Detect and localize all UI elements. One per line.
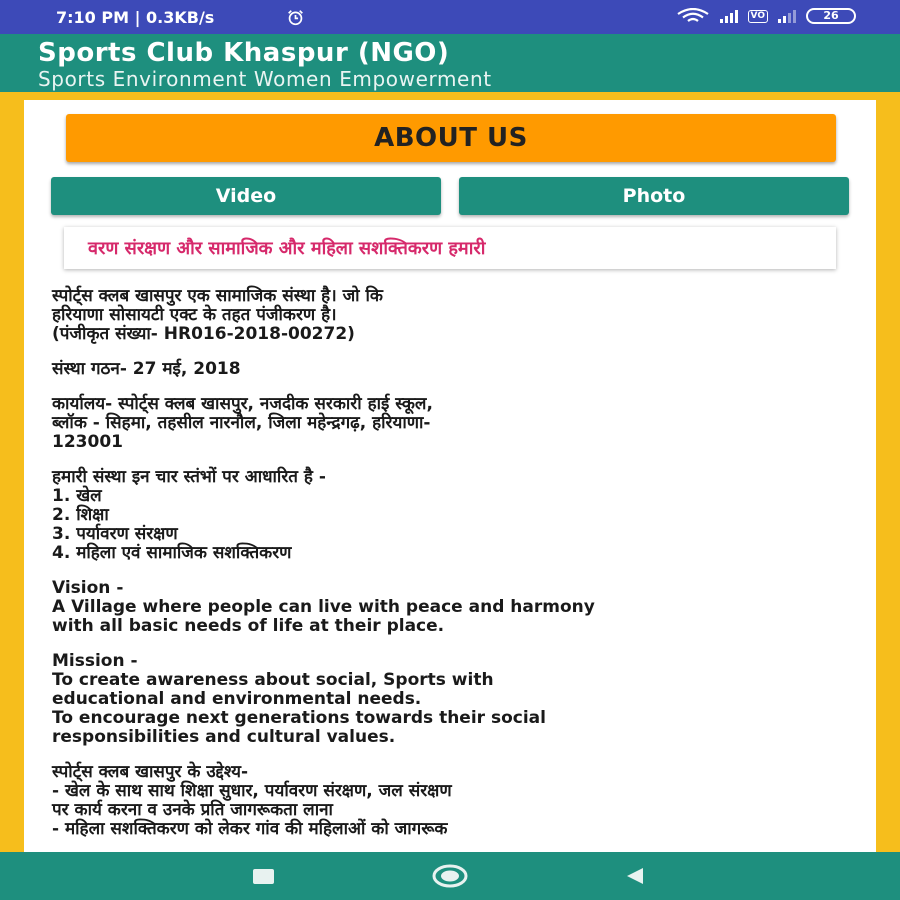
text-line: To encourage next generations towards their social — [52, 708, 546, 728]
text-line: हमारी संस्था इन चार स्तंभों पर आधारित है - — [52, 467, 326, 487]
about-text — [52, 287, 862, 855]
photo-button[interactable]: Photo — [459, 177, 849, 215]
text-line: 3. पर्यावरण संरक्षण — [52, 524, 178, 544]
triangle-back-icon[interactable] — [625, 867, 645, 885]
battery-icon — [806, 8, 856, 24]
status-icons — [676, 8, 856, 24]
status-bar — [0, 0, 900, 34]
cell-signal-icon-2 — [778, 9, 796, 23]
text-line: (पंजीकृत संख्या- HR016-2018-00272) — [52, 324, 355, 344]
about-us-button[interactable]: ABOUT US — [66, 114, 836, 162]
text-paragraph — [52, 763, 862, 839]
text-paragraph — [52, 652, 862, 747]
text-line: कार्यालय- स्पोर्ट्स क्लब खासपुर, नजदीक सरकारी हाई स्कूल, — [52, 394, 433, 414]
video-button[interactable]: Video — [51, 177, 441, 215]
volte-icon: VO — [748, 10, 768, 23]
text-line: ब्लॉक - सिहमा, तहसील नारनौल, जिला महेन्द्रगढ़, हरियाणा- — [52, 413, 431, 433]
text-line: 2. शिक्षा — [52, 505, 109, 525]
battery-level: 26 — [823, 9, 839, 22]
text-line: 123001 — [52, 432, 123, 452]
text-line: संस्था गठन- 27 मई, 2018 — [52, 359, 241, 379]
text-line: Mission - — [52, 651, 138, 671]
scrolling-banner — [64, 227, 836, 269]
status-time-speed: 7:10 PM | 0.3KB/s — [56, 8, 215, 27]
alarm-clock-icon — [287, 9, 304, 26]
app-title: Sports Club Khaspur (NGO) — [38, 38, 450, 68]
text-line: पर कार्य करना व उनके प्रति जागरूकता लाना — [52, 800, 333, 820]
text-paragraph — [52, 287, 862, 344]
text-line: with all basic needs of life at their place. — [52, 616, 445, 636]
text-paragraph — [52, 395, 862, 452]
app-bar — [0, 34, 900, 92]
text-paragraph — [52, 579, 862, 636]
text-line: Vision - — [52, 578, 124, 598]
text-line: स्पोर्ट्स क्लब खासपुर एक सामाजिक संस्था है। जो कि — [52, 286, 383, 306]
app-subtitle: Sports Environment Women Empowerment — [38, 67, 492, 91]
text-line: स्पोर्ट्स क्लब खासपुर के उद्देश्य- — [52, 762, 249, 782]
text-paragraph — [52, 360, 862, 379]
wifi-icon — [676, 8, 710, 24]
scrolling-banner-text: वरण संरक्षण और सामाजिक और महिला सशक्तिकरण हमारी — [88, 238, 486, 259]
circle-icon[interactable] — [432, 864, 468, 888]
text-line: 4. महिला एवं सामाजिक सशक्तिकरण — [52, 543, 292, 563]
text-line: 1. खेल — [52, 486, 102, 506]
cell-signal-icon — [720, 9, 738, 23]
content-card — [24, 100, 876, 860]
text-line: हरियाणा सोसायटी एक्ट के तहत पंजीकरण है। — [52, 305, 337, 325]
text-paragraph — [52, 468, 862, 563]
text-line: To create awareness about social, Sports with — [52, 670, 494, 690]
text-line: - खेल के साथ साथ शिक्षा सुधार, पर्यावरण संरक्षण, जल संरक्षण — [52, 781, 452, 801]
text-line: - महिला सशक्तिकरण को लेकर गांव की महिलाओं को जागरूक — [52, 819, 448, 839]
system-nav-bar — [0, 852, 900, 900]
text-line: educational and environmental needs. — [52, 689, 422, 709]
text-line: A Village where people can live with peace and harmony — [52, 597, 595, 617]
square-icon[interactable] — [253, 869, 274, 884]
text-line: responsibilities and cultural values. — [52, 727, 396, 747]
